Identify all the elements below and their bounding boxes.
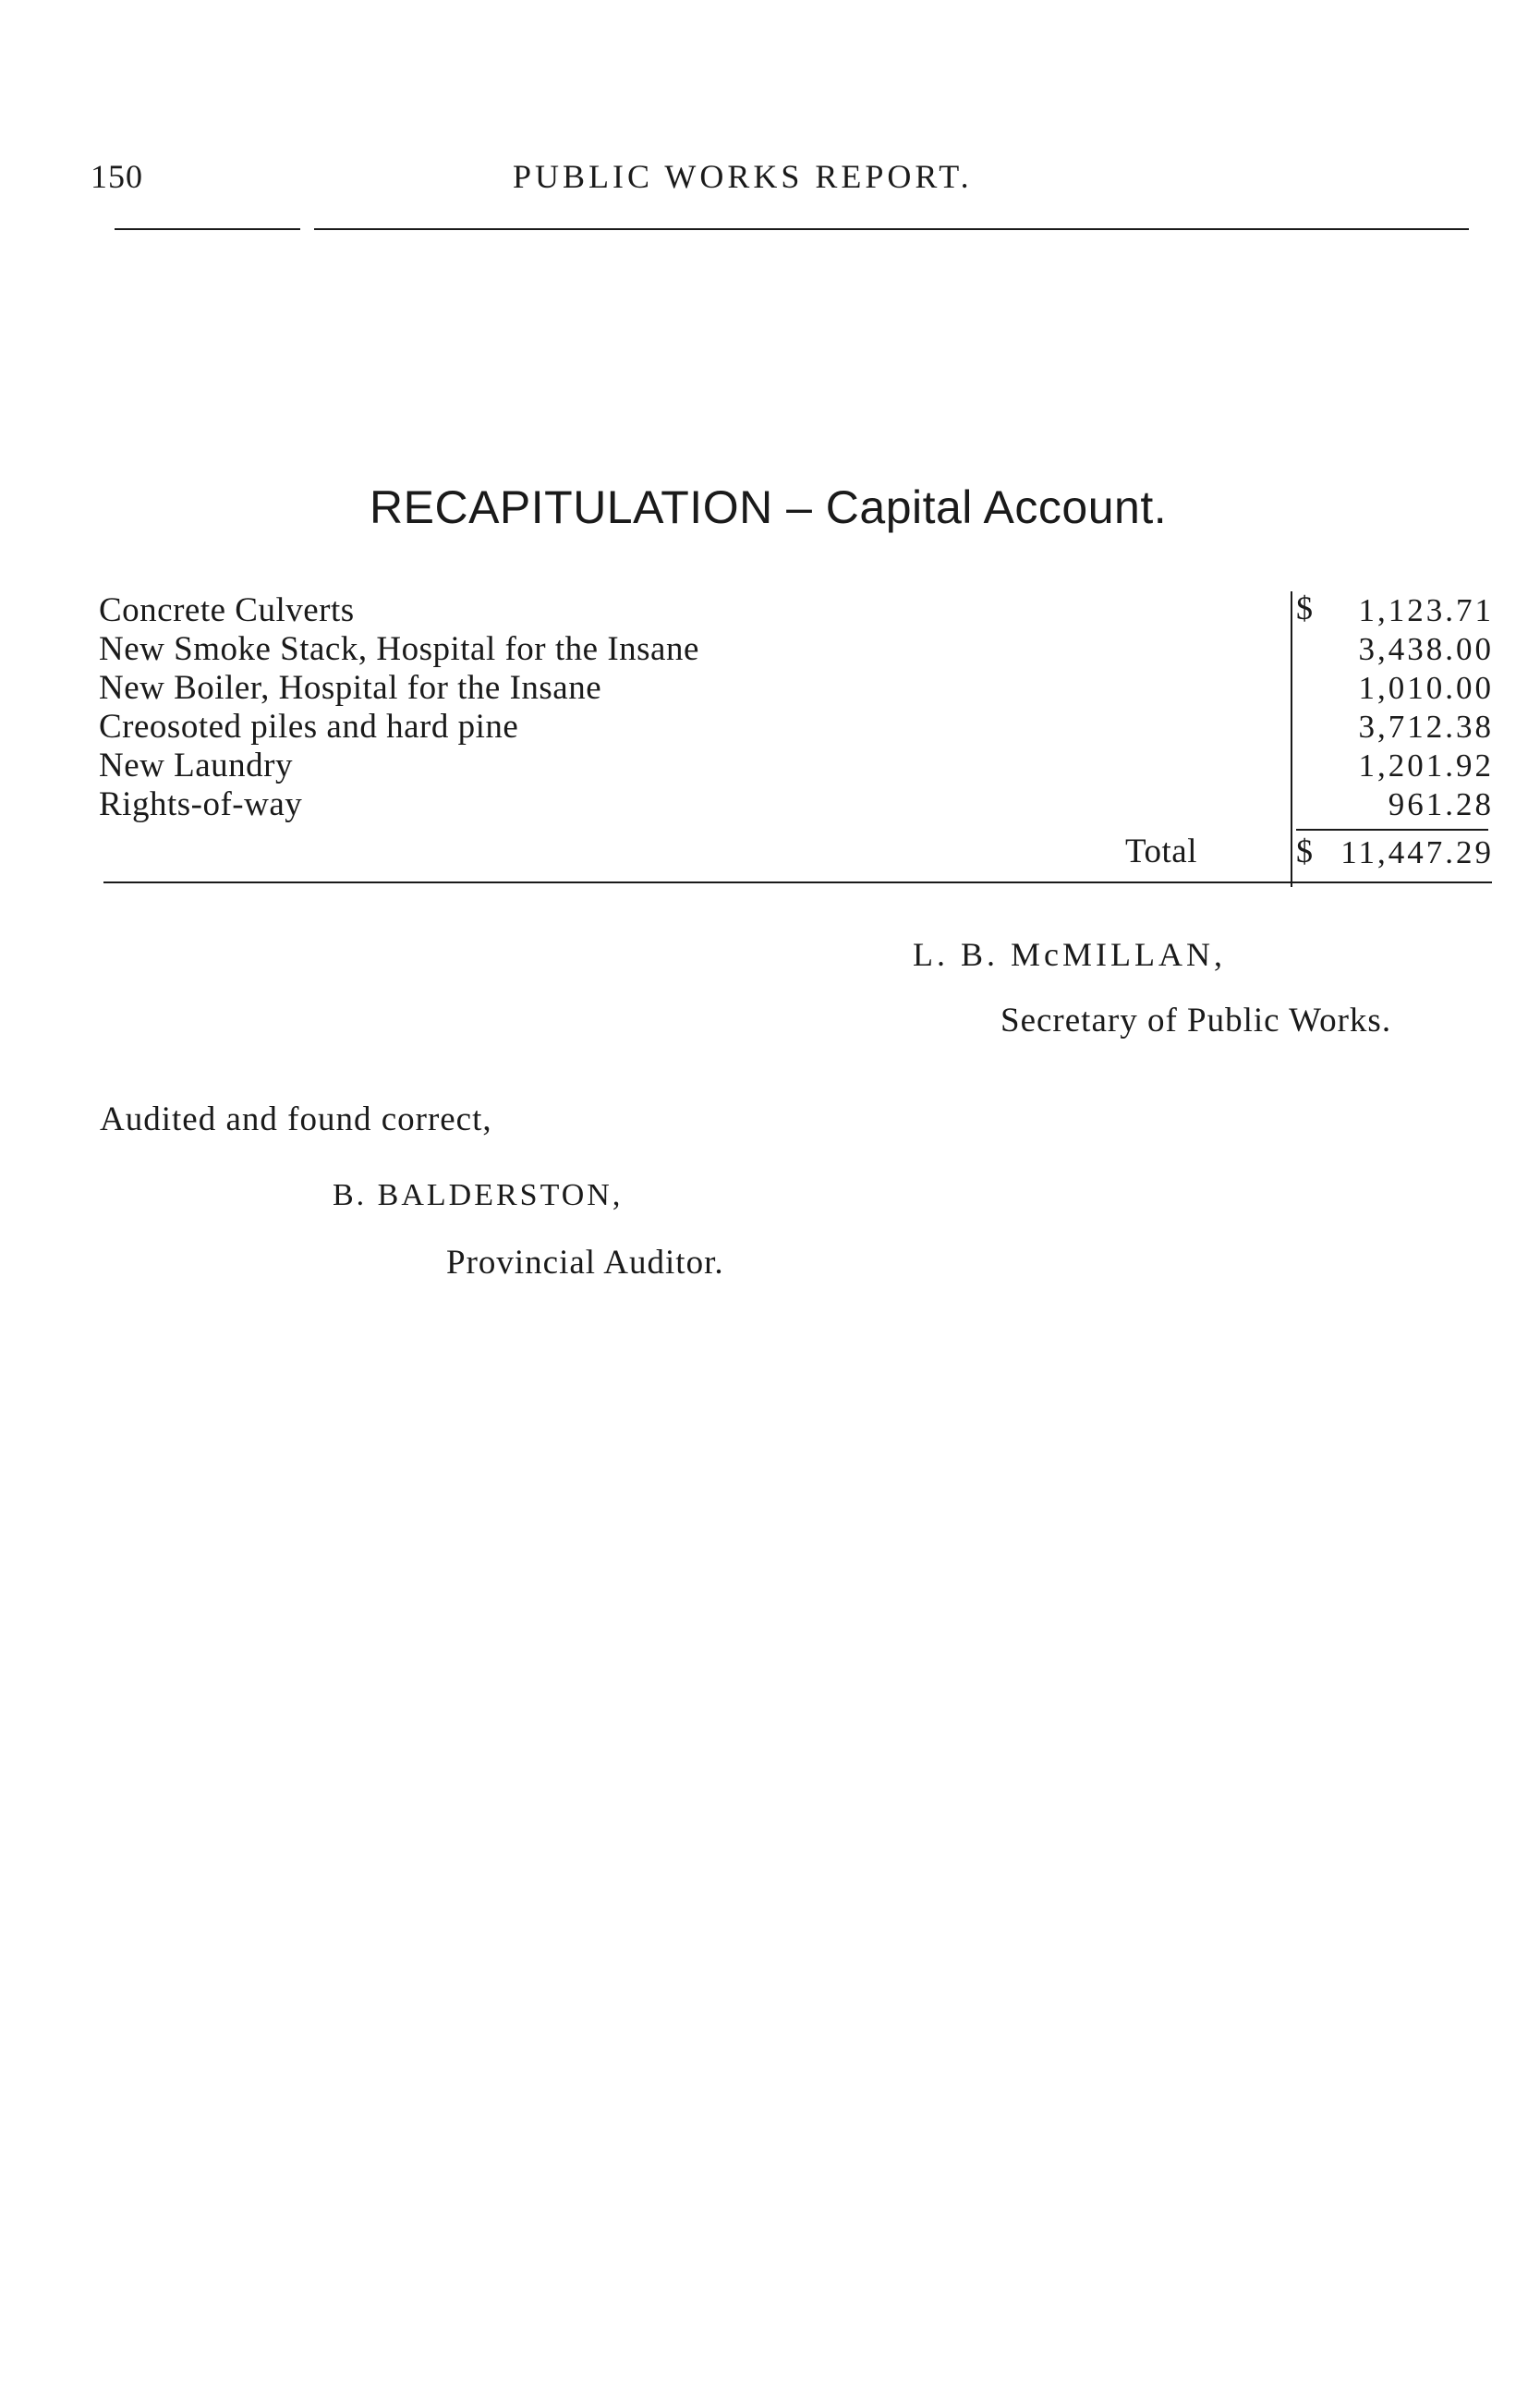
item-amount-creosoted-piles: 3,712.38 bbox=[1358, 709, 1494, 745]
header-rule-long bbox=[314, 228, 1469, 230]
section-heading: RECAPITULATION – Capital Account. bbox=[370, 481, 1168, 533]
signatory-name: L. B. McMILLAN, bbox=[913, 936, 1226, 973]
signatory-title: Secretary of Public Works. bbox=[1000, 1002, 1392, 1039]
item-label-concrete-culverts: Concrete Culverts bbox=[99, 591, 355, 629]
amount-column-rule bbox=[1291, 591, 1292, 887]
total-label: Total bbox=[1125, 833, 1197, 870]
item-label-laundry: New Laundry bbox=[99, 747, 293, 784]
item-label-creosoted-piles: Creosoted piles and hard pine bbox=[99, 708, 519, 746]
running-title: PUBLIC WORKS REPORT. bbox=[513, 158, 973, 195]
item-label-smoke-stack: New Smoke Stack, Hospital for the Insane bbox=[99, 630, 699, 668]
item-amount-smoke-stack: 3,438.00 bbox=[1358, 631, 1494, 667]
sum-rule bbox=[1296, 829, 1488, 831]
item-amount-boiler: 1,010.00 bbox=[1358, 670, 1494, 706]
item-label-boiler: New Boiler, Hospital for the Insane bbox=[99, 669, 602, 707]
item-amount-laundry: 1,201.92 bbox=[1358, 748, 1494, 784]
table-bottom-rule bbox=[103, 881, 1492, 883]
item-label-rights-of-way: Rights-of-way bbox=[99, 785, 303, 823]
header-rule-short bbox=[115, 228, 300, 230]
item-amount-concrete-culverts: 1,123.71 bbox=[1358, 592, 1494, 628]
total-amount: 11,447.29 bbox=[1340, 834, 1494, 870]
item-amount-rights-of-way: 961.28 bbox=[1388, 786, 1494, 822]
auditor-title: Provincial Auditor. bbox=[446, 1244, 724, 1282]
page-number: 150 bbox=[91, 158, 143, 195]
audit-note: Audited and found correct, bbox=[100, 1100, 492, 1138]
currency-symbol: $ bbox=[1296, 590, 1313, 626]
total-currency-symbol: $ bbox=[1296, 833, 1313, 869]
auditor-name: B. BALDERSTON, bbox=[333, 1178, 624, 1212]
